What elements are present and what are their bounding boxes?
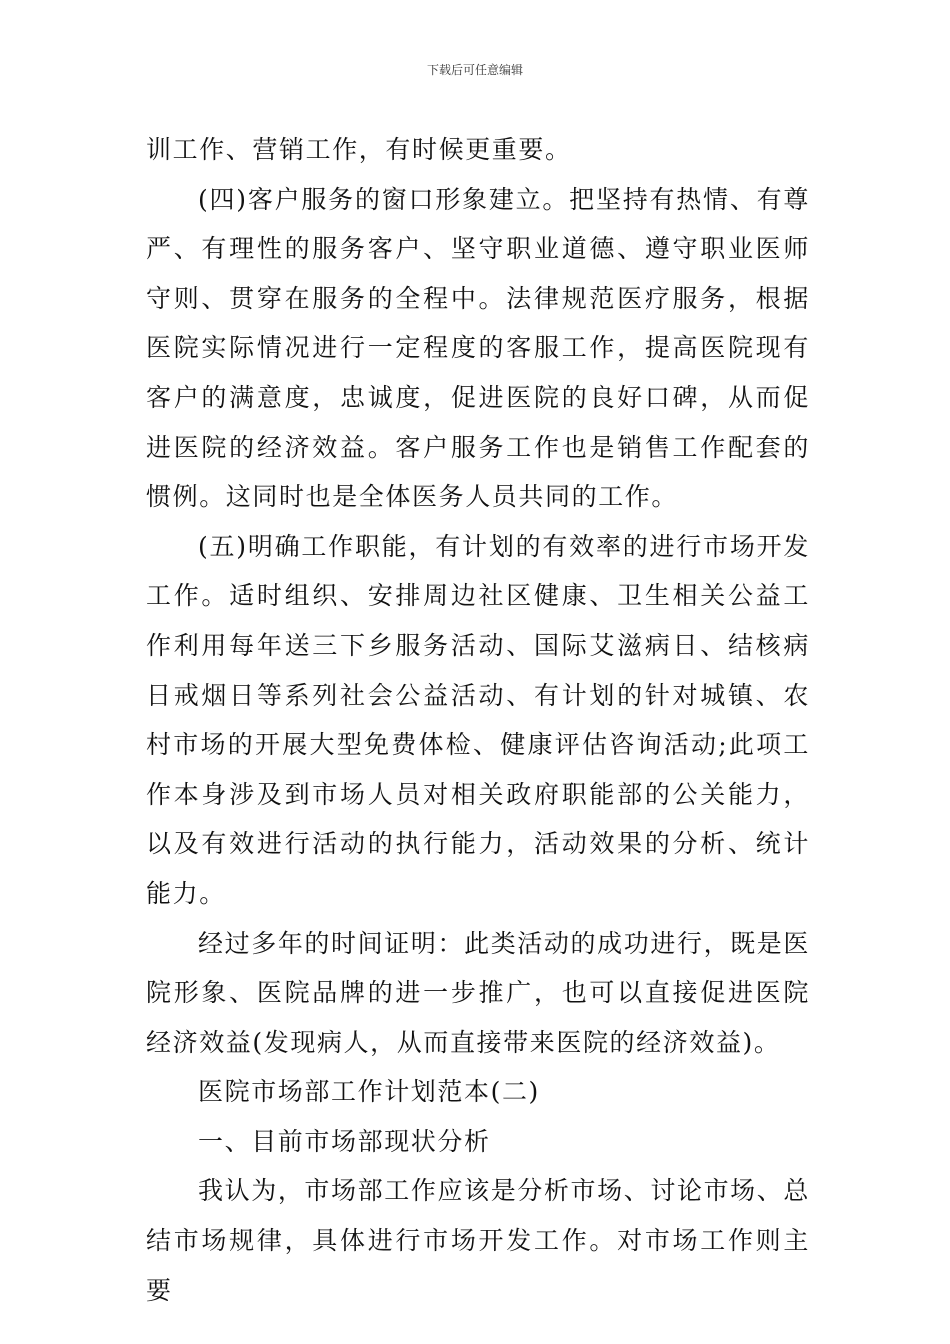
paragraph-conclusion: 经过多年的时间证明：此类活动的成功进行，既是医院形象、医院品牌的进一步推广，也可以直接促进医院经济效益(发现病人，从而直接带来医院的经济效益)。: [146, 928, 810, 1057]
paragraph-market-development: (五)明确工作职能，有计划的有效率的进行市场开发工作。适时组织、安排周边社区健康、卫生相关公益工作利用每年送三下乡服务活动、国际艾滋病日、结核病日戒烟日等系列社会公益活动、有计划的针对城镇、农村市场的开展大型免费体检、健康评估咨询活动;此项工作本身涉及到市场人员对相关政府职能部的公关能力，以及有效进行活动的执行能力，活动效果的分析、统计能力。: [146, 531, 810, 908]
paragraph-analysis: 我认为，市场部工作应该是分析市场、讨论市场、总结市场规律，具体进行市场开发工作。对市场工作则主要: [146, 1176, 810, 1305]
paragraph-customer-service: (四)客户服务的窗口形象建立。把坚持有热情、有尊严、有理性的服务客户、坚守职业道德、遵守职业医师守则、贯穿在服务的全程中。法律规范医疗服务，根据医院实际情况进行一定程度的客服工作，提高医院现有客户的满意度，忠诚度，促进医院的良好口碑，从而促进医院的经济效益。客户服务工作也是销售工作配套的惯例。这同时也是全体医务人员共同的工作。: [146, 184, 810, 512]
paragraph-continuation: 训工作、营销工作，有时候更重要。: [146, 135, 572, 164]
section-title: 医院市场部工作计划范本(二): [198, 1077, 540, 1107]
document-body: [146, 125, 810, 1315]
subsection-title: 一、目前市场部现状分析: [198, 1126, 491, 1156]
page-header: 下载后可任意编辑: [426, 63, 523, 77]
